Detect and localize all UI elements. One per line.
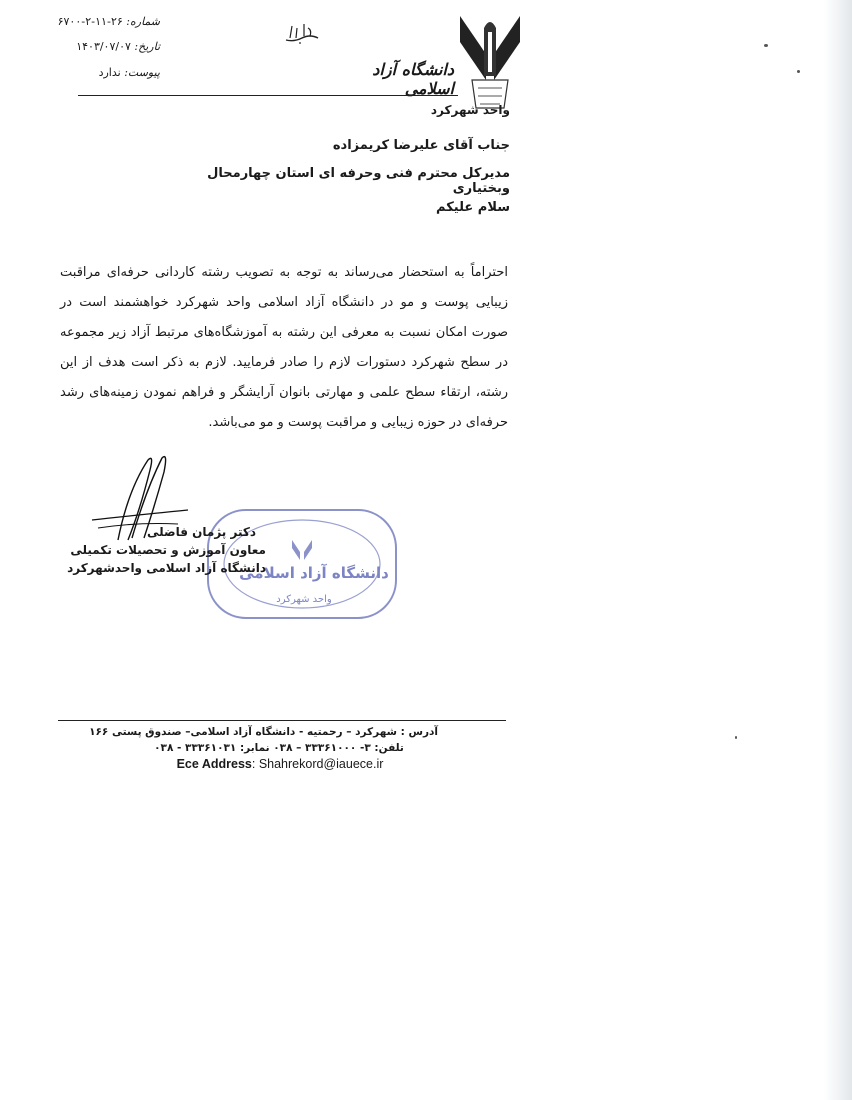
letter-attachment-value: ندارد (98, 66, 121, 79)
letter-date-value: ۱۴۰۳/۰۷/۰۷ (76, 40, 131, 53)
footer-email (140, 757, 420, 771)
university-name: دانشگاه آزاد اسلامی (372, 60, 454, 98)
letter-number (50, 15, 160, 28)
letter-date (50, 40, 160, 53)
svg-text:دانشگاه آزاد اسلامی: دانشگاه آزاد اسلامی (239, 564, 389, 582)
letter-date-label: تاریخ: (134, 40, 160, 53)
footer-phones: تلفن: ۳- ۳۳۳۶۱۰۰۰ – ۰۳۸ نمابر: ۳۳۳۶۱۰۳۱ - ۰۳۸ (154, 742, 404, 754)
letter-attachment-label: پیوست: (124, 66, 160, 79)
unit-name: واحد شهرکرد (430, 103, 510, 117)
footer-email-label: Ece Address (176, 757, 252, 771)
letter-number-label: شماره: (126, 15, 160, 28)
recipient-title: مدیرکل محترم فنی وحرفه ای استان چهارمحال وبختیاری (207, 166, 510, 196)
signatory-name: دکتر پژمان فاضلی (146, 525, 256, 539)
university-logo-icon (456, 14, 524, 112)
bismillah-calligraphy-icon (282, 20, 322, 46)
letter-attachment (50, 66, 160, 79)
signatory-title: معاون آموزش و تحصیلات تکمیلی (70, 543, 266, 557)
letter-body: احتراماً به استحضار می‌رساند به توجه به تصویب رشته کاردانی حرفه‌ای مراقبت زیبایی پوست و مو در دانشگاه آزاد اسلامی واحد شهرکرد خواهشمند است در صورت امکان نسبت به معرفی این رشته به آموزشگاه‌های مرتبط آزاد زیر مجموعه در سطح شهرکرد دستورات لازم را صادر فرمایید. لازم به ذکر است هدف از این رشته، ارتقاء سطح علمی و مهارتی بانوان آرایشگر و فراهم نمودن زمینه‌های رشد حرفه‌ای در حوزه زیبایی و مراقبت پوست و مو می‌باشد. (60, 265, 508, 430)
scan-edge (824, 0, 852, 1100)
greeting: سلام علیکم (436, 200, 510, 215)
footer-divider (58, 720, 506, 721)
scan-speck (797, 70, 800, 73)
footer-address: آدرس : شهرکرد – رحمتیه - دانشگاه آزاد اسلامی– صندوق پستی ۱۶۶ (89, 726, 438, 738)
recipient-name: جناب آقای علیرضا کریمزاده (332, 138, 510, 153)
scan-speck (764, 44, 768, 47)
signatory-organization: دانشگاه آزاد اسلامی واحدشهرکرد (67, 561, 266, 575)
letter-number-value: ۲۶-۱۱-۲-۶۷۰۰ (57, 15, 123, 28)
scan-speck (735, 736, 737, 739)
footer-email-value: : Shahrekord@iauece.ir (251, 757, 384, 771)
header-divider (78, 95, 458, 96)
svg-text:واحد شهرکرد: واحد شهرکرد (276, 594, 332, 605)
